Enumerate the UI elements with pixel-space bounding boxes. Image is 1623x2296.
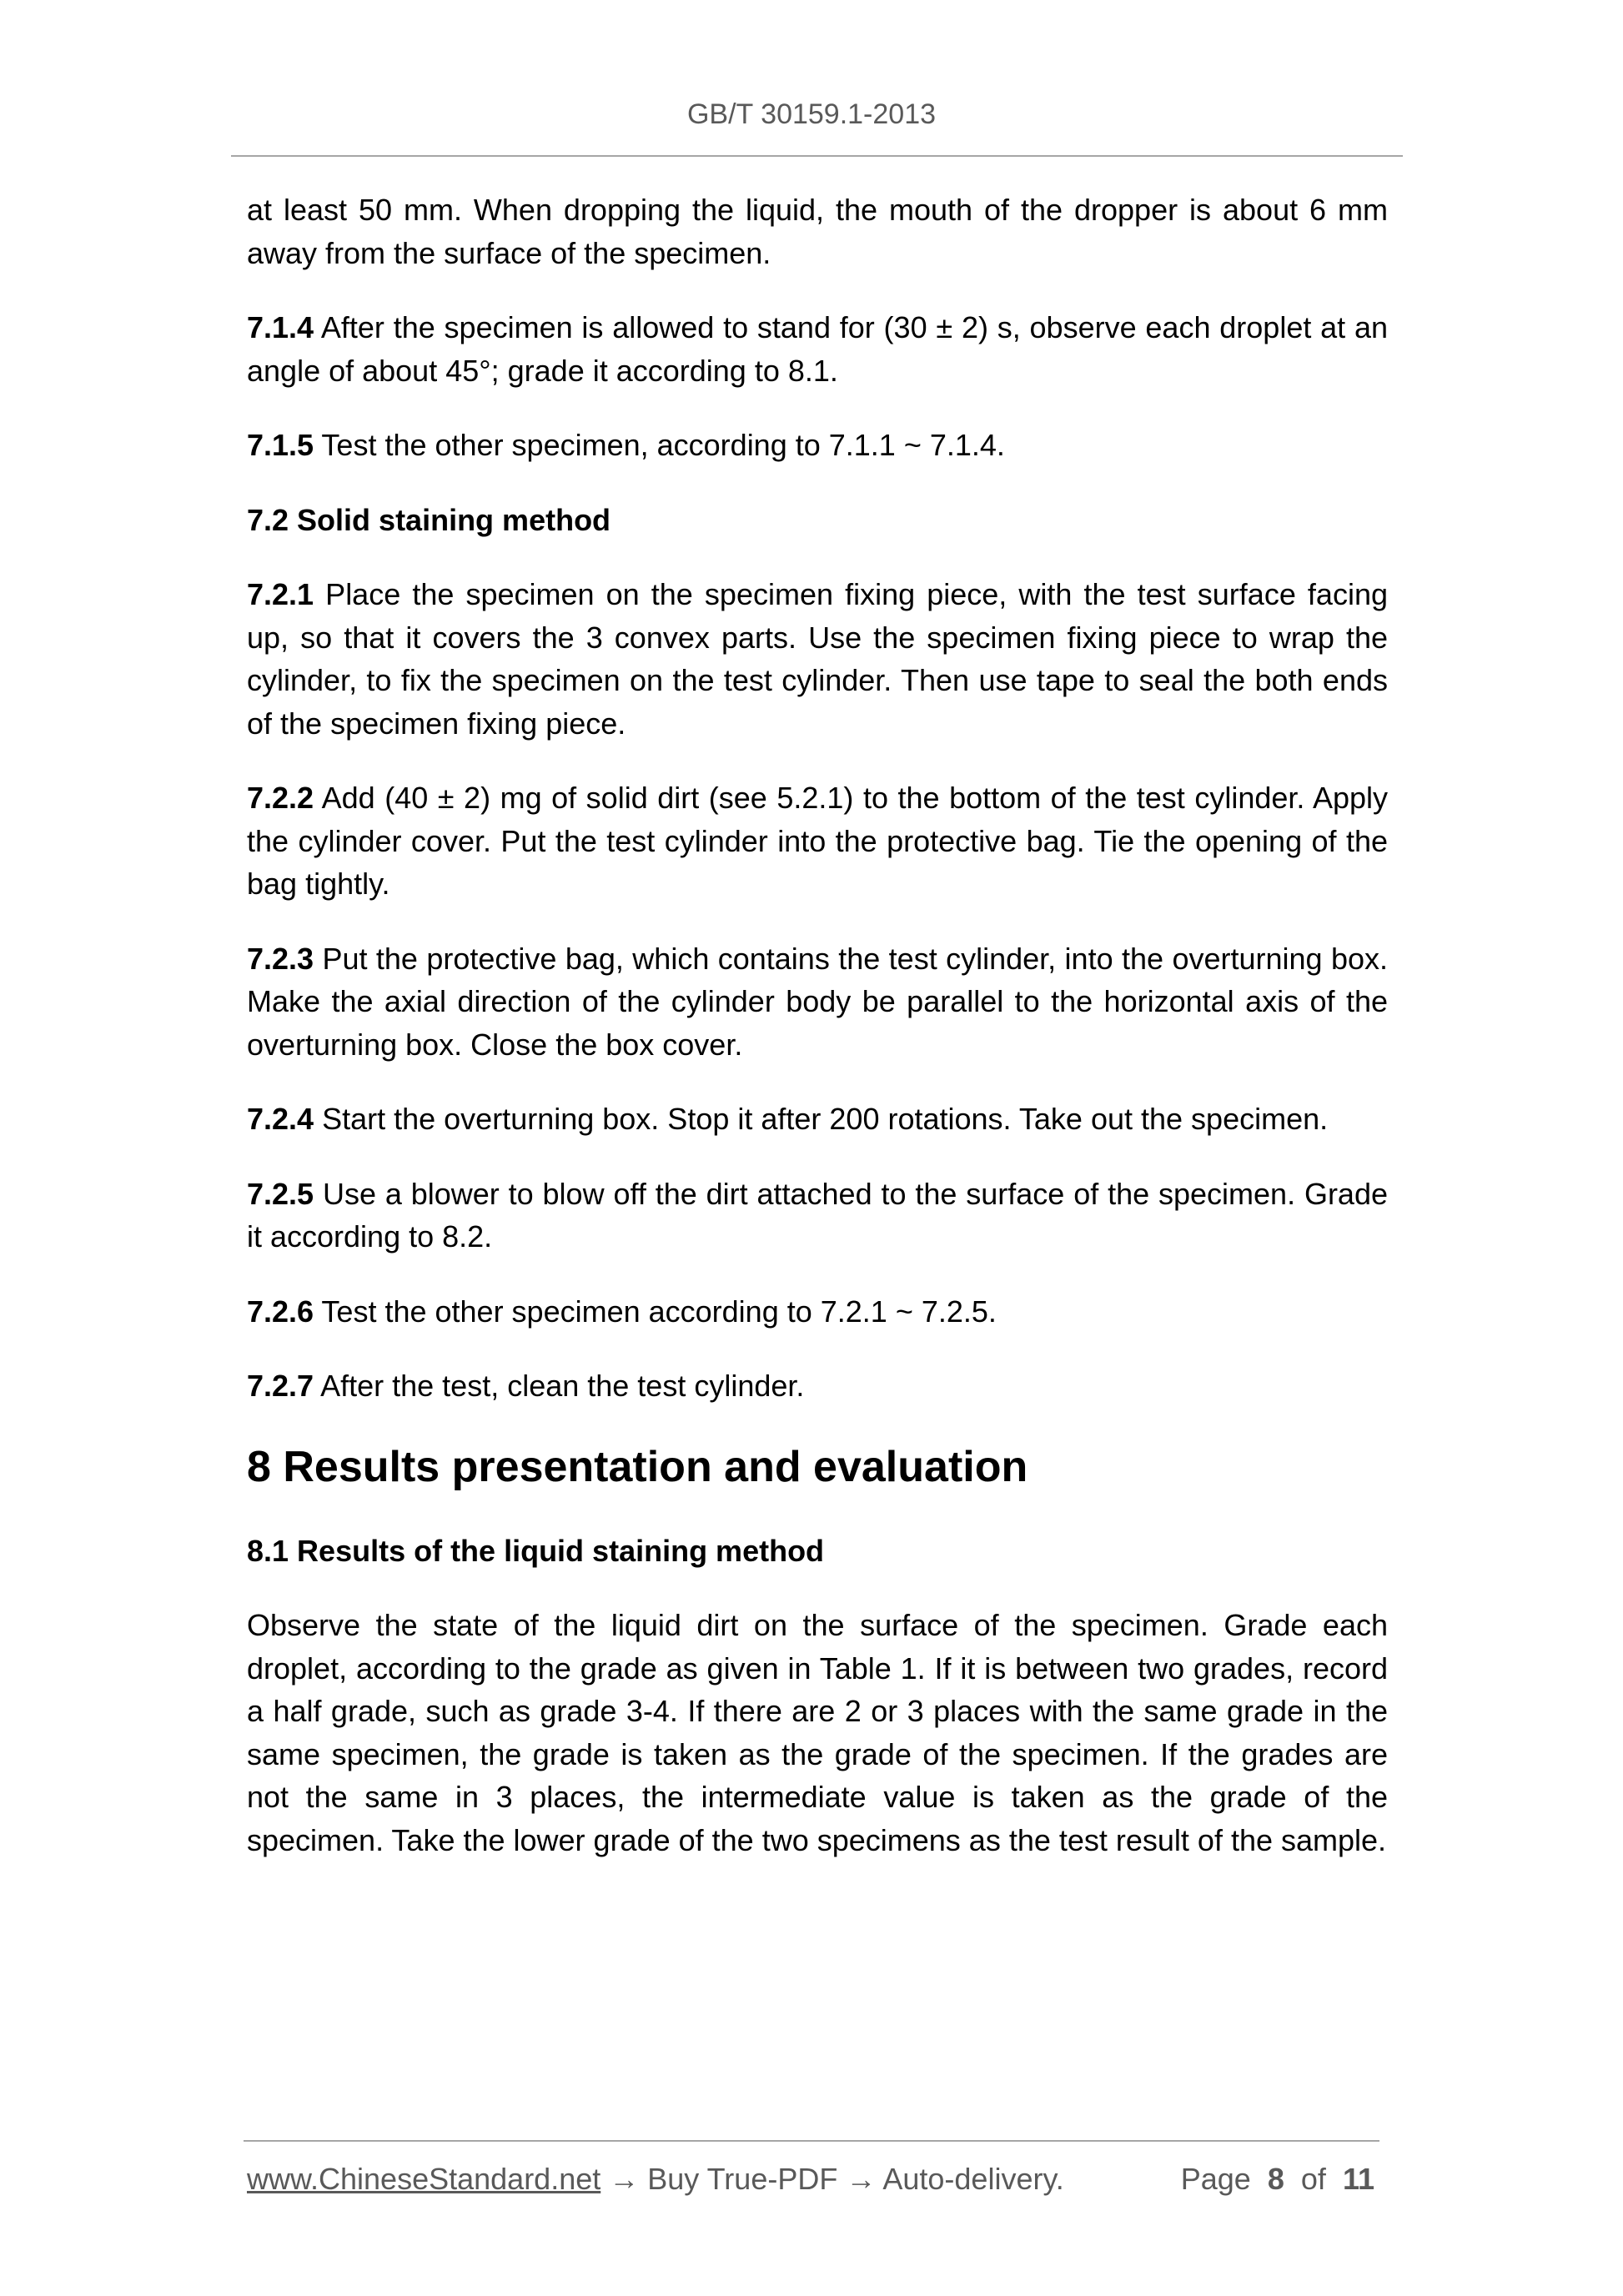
clause-text: Put the protective bag, which contains the test cylinder, into the overturning box. Make the axial direction of the cylinder body be parallel to the horizontal axis of the overturning box. Close the box cover.	[247, 941, 1388, 1062]
clause-text: After the test, clean the test cylinder.	[314, 1369, 805, 1403]
clause-number: 7.2.4	[247, 1102, 314, 1136]
clause-number: 7.1.4	[247, 310, 314, 344]
clause-number: 7.2.7	[247, 1369, 314, 1403]
clause-text: Place the specimen on the specimen fixing piece, with the test surface facing up, so that it covers the 3 convex parts. Use the specimen fixing piece to wrap the cylinder, to fix the specimen on the test cylinder. Then use tape to seal the both ends of the specimen fixing piece.	[247, 577, 1388, 741]
heading-8-1: 8.1 Results of the liquid staining method	[247, 1533, 825, 1568]
clause-7-2-7	[247, 1364, 1388, 1408]
clause-text: Use a blower to blow off the dirt attached to the surface of the specimen. Grade it according to 8.2.	[247, 1176, 1388, 1254]
paragraph-8-1	[247, 1604, 1388, 1861]
page-label: Page	[1180, 2162, 1251, 2196]
clause-7-2-6	[247, 1290, 1388, 1334]
clause-text: Test the other specimen, according to 7.1.1 ~ 7.1.4.	[314, 428, 1005, 462]
clause-7-1-5	[247, 424, 1388, 467]
page-indicator	[1181, 2162, 1374, 2197]
website-link[interactable]: www.ChineseStandard.net	[247, 2162, 601, 2196]
clause-number: 7.2.2	[247, 781, 314, 815]
page-footer	[247, 2162, 1383, 2197]
arrow-right-icon: →	[600, 2162, 648, 2196]
clause-7-2-3	[247, 937, 1388, 1067]
clause-7-2-4	[247, 1098, 1388, 1141]
page-number: 8	[1267, 2162, 1284, 2196]
heading-section-8: 8 Results presentation and evaluation	[247, 1442, 1028, 1491]
buy-pdf-text: Buy True-PDF	[647, 2162, 838, 2196]
clause-number: 7.2.3	[247, 941, 314, 976]
paragraph-text: Observe the state of the liquid dirt on the surface of the specimen. Grade each droplet, according to the grade as given in Table 1. If it is between two grades, record a half grade, such as grade 3-4. If there are 2 or 3 places with the same grade in the same specimen, the grade is taken as the grade of the specimen. If the grades are not the same in 3 places, the intermediate value is taken as the grade of the specimen. Take the lower grade of the two specimens as the test result of the sample.	[247, 1608, 1388, 1857]
page-total: 11	[1342, 2162, 1374, 2196]
header-divider	[231, 155, 1403, 157]
clause-number: 7.2.5	[247, 1176, 314, 1211]
clause-7-2-5	[247, 1173, 1388, 1259]
of-label: of	[1300, 2162, 1326, 2196]
document-header-title: GB/T 30159.1-2013	[686, 98, 937, 130]
clause-text: After the specimen is allowed to stand for (30 ± 2) s, observe each droplet at an angle of about 45°; grade it according to 8.1.	[247, 310, 1388, 388]
clause-number: 7.1.5	[247, 428, 314, 462]
paragraph-continuation	[247, 188, 1388, 274]
footer-divider	[244, 2140, 1379, 2142]
clause-text: Start the overturning box. Stop it after 200 rotations. Take out the specimen.	[314, 1102, 1329, 1136]
clause-number: 7.2.1	[247, 577, 314, 611]
clause-number: 7.2.6	[247, 1294, 314, 1329]
arrow-right-icon: →	[837, 2162, 883, 2196]
auto-delivery-text: Auto-delivery.	[882, 2162, 1064, 2196]
clause-7-1-4	[247, 306, 1388, 392]
clause-text: Add (40 ± 2) mg of solid dirt (see 5.2.1) to the bottom of the test cylinder. Apply the cylinder cover. Put the test cylinder into the protective bag. Tie the opening of the bag tightly.	[247, 781, 1388, 901]
page-content	[247, 188, 1388, 1893]
clause-7-2-1	[247, 573, 1388, 745]
clause-7-2-2	[247, 776, 1388, 906]
paragraph-text: at least 50 mm. When dropping the liquid, the mouth of the dropper is about 6 mm away from the surface of the specimen.	[247, 193, 1388, 270]
clause-text: Test the other specimen according to 7.2.1 ~ 7.2.5.	[314, 1294, 997, 1329]
heading-7-2: 7.2 Solid staining method	[247, 502, 611, 537]
